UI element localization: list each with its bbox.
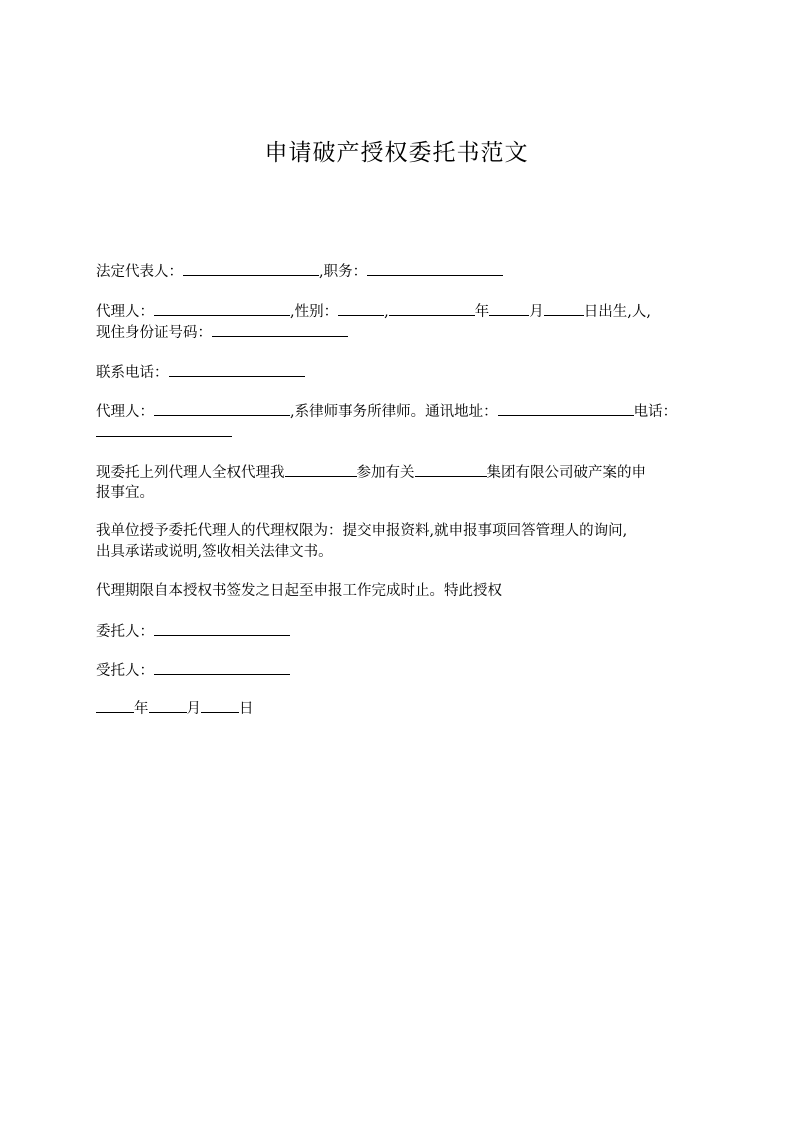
position-blank[interactable] <box>367 260 503 276</box>
comma-text: , <box>384 304 389 320</box>
birth-suffix: 日出生,人, <box>583 304 651 320</box>
address-blank[interactable] <box>498 400 634 416</box>
legal-rep-blank[interactable] <box>183 260 319 276</box>
principal-label: 委托人： <box>96 624 154 640</box>
agent-name-blank[interactable] <box>154 300 290 316</box>
legal-rep-label: 法定代表人： <box>96 264 183 280</box>
entrust-company-blank[interactable] <box>285 461 357 477</box>
principal-line <box>96 620 290 643</box>
agent2-name-blank[interactable] <box>154 400 290 416</box>
birth-month-blank[interactable] <box>489 300 529 316</box>
law-firm-text: ,系律师事务所律师。通讯地址： <box>290 404 498 420</box>
entrust-text-c: 集团有限公司破产案的申 <box>486 465 646 481</box>
principal-blank[interactable] <box>154 620 290 636</box>
agent-sign-label: 受托人： <box>96 663 154 679</box>
entrust-text-b: 参加有关 <box>356 465 415 481</box>
phone-blank[interactable] <box>169 361 305 377</box>
position-label: ,职务： <box>319 264 368 280</box>
id-number-blank[interactable] <box>212 321 348 337</box>
id-number-label: 现住身份证号码： <box>96 325 212 341</box>
document-title: 申请破产授权委托书范文 <box>264 140 529 166</box>
date-month-blank[interactable] <box>149 697 187 713</box>
id-number-line <box>96 321 348 344</box>
authority-text-b: 出具承诺或说明,签收相关法律文书。 <box>96 544 333 560</box>
group-name-blank[interactable] <box>415 461 487 477</box>
agent2-phone-line <box>96 421 232 444</box>
entrust-text-d: 报事宜。 <box>96 485 154 501</box>
entrust-line-1 <box>96 461 646 484</box>
gender-blank[interactable] <box>338 300 384 316</box>
date-month-label: 月 <box>186 701 201 717</box>
agent-label-2: 代理人： <box>96 404 154 420</box>
date-line <box>96 697 254 720</box>
month-label: 月 <box>529 304 544 320</box>
date-day-label: 日 <box>239 701 254 717</box>
agent2-phone-label: 电话： <box>633 404 678 420</box>
agent-line-2 <box>96 400 677 423</box>
entrust-line-2 <box>96 482 154 504</box>
phone-label: 联系电话： <box>96 365 169 381</box>
date-day-blank[interactable] <box>201 697 239 713</box>
date-year-label: 年 <box>134 701 149 717</box>
birth-day-blank[interactable] <box>544 300 584 316</box>
date-year-blank[interactable] <box>96 697 134 713</box>
entrust-text-a: 现委托上列代理人全权代理我 <box>96 465 285 481</box>
agent-line-1 <box>96 300 651 323</box>
authority-line-1 <box>96 520 627 542</box>
agent-sign-line <box>96 659 290 682</box>
legal-rep-line <box>96 260 503 283</box>
gender-label: ,性别： <box>290 304 339 320</box>
birth-year-blank[interactable] <box>389 300 475 316</box>
authority-text-a: 我单位授予委托代理人的代理权限为：提交申报资料,就申报事项回答管理人的询问, <box>96 523 628 539</box>
phone-line <box>96 361 305 384</box>
year-label: 年 <box>474 304 490 320</box>
term-line <box>96 580 502 602</box>
agent-label: 代理人： <box>96 304 154 320</box>
agent2-phone-blank[interactable] <box>96 421 232 437</box>
term-text: 代理期限自本授权书签发之日起至申报工作完成时止。特此授权 <box>96 583 502 599</box>
authority-line-2 <box>96 541 333 563</box>
agent-sign-blank[interactable] <box>154 659 290 675</box>
